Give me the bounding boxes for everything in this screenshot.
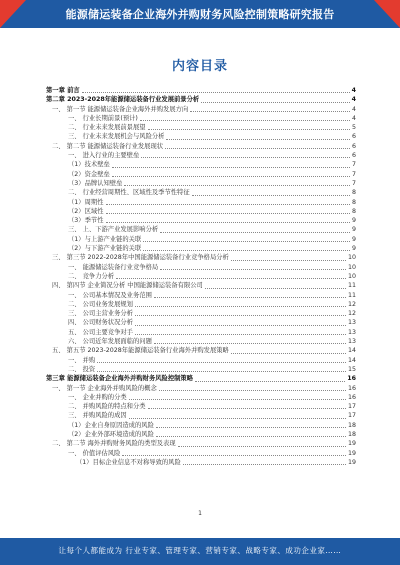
toc-entry[interactable] xyxy=(46,356,356,365)
toc-entry-page: 17 xyxy=(347,403,356,411)
toc-dot-leader xyxy=(160,232,350,233)
toc-entry-page: 13 xyxy=(347,338,356,346)
toc-entry-page: 13 xyxy=(347,328,356,336)
toc-entry[interactable] xyxy=(46,151,356,160)
toc-entry-title: （2）资金壁垒 xyxy=(68,170,110,178)
toc-entry-page: 18 xyxy=(347,430,356,438)
toc-entry-page: 19 xyxy=(347,458,356,466)
toc-entry-page: 18 xyxy=(347,421,356,429)
toc-dot-leader xyxy=(156,436,346,437)
toc-dot-leader xyxy=(135,334,346,335)
toc-entry-page: 19 xyxy=(347,440,356,448)
toc-dot-leader xyxy=(135,325,346,326)
toc-dot-leader xyxy=(112,176,350,177)
toc-entry-page: 16 xyxy=(347,375,356,383)
toc-entry-title: 二、 第二节 海外并购财务风险的类型及表现 xyxy=(52,440,176,448)
toc-entry-title: 一、 进入行业的主要壁垒 xyxy=(68,152,140,160)
toc-entry-page: 10 xyxy=(347,272,356,280)
toc-entry[interactable] xyxy=(46,411,356,420)
toc-dot-leader xyxy=(106,222,350,223)
toc-entry-page: 13 xyxy=(347,319,356,327)
toc-entry-title: 五、 公司主要竞争对手 xyxy=(68,328,133,336)
banner-right-accent xyxy=(374,0,400,28)
toc-entry-page: 15 xyxy=(347,365,356,373)
toc-entry-page: 17 xyxy=(347,412,356,420)
toc-dot-leader xyxy=(148,129,350,130)
toc-entry[interactable] xyxy=(46,123,356,132)
toc-entry[interactable] xyxy=(46,439,356,448)
toc-dot-leader xyxy=(140,120,350,121)
toc-dot-leader xyxy=(205,288,346,289)
toc-entry-title: 四、 公司财务状况分析 xyxy=(68,319,133,327)
toc-entry-title: 二、 并购风险的特点和分类 xyxy=(68,403,146,411)
toc-entry[interactable] xyxy=(46,207,356,216)
toc-dot-leader xyxy=(116,278,346,279)
toc-entry-title: 一、 第一节 企业海外并购风险的概念 xyxy=(52,384,157,392)
toc-entry-title: 二、 竞争力分析 xyxy=(68,272,115,280)
toc-entry-title: 六、 公司近年发展面临的问题 xyxy=(68,338,152,346)
toc-entry-title: 第三章 能源储运装备企业海外并购财务风险控制策略 xyxy=(46,375,194,383)
toc-entry-page: 6 xyxy=(351,152,356,160)
toc-entry[interactable] xyxy=(46,170,356,179)
toc-entry-page: 6 xyxy=(351,133,356,141)
toc-entry[interactable] xyxy=(46,393,356,402)
toc-entry-page: 4 xyxy=(351,114,356,122)
toc-entry-title: （2）企业外部环境造成的风险 xyxy=(68,430,154,438)
toc-entry-title: 二、 公司业务发展规划 xyxy=(68,300,133,308)
toc-entry-title: 一、 公司基本情况及业务范围 xyxy=(68,291,152,299)
toc-entry-title: （2）与下游产业链的关联 xyxy=(68,245,142,253)
toc-entry-title: （1）技术壁垒 xyxy=(68,161,110,169)
toc-entry-page: 11 xyxy=(347,282,356,290)
toc-entry[interactable] xyxy=(46,328,356,337)
toc-entry-page: 7 xyxy=(351,161,356,169)
toc-entry-page: 4 xyxy=(351,96,356,104)
toc-entry[interactable] xyxy=(46,449,356,458)
toc-entry-title: （2）区域性 xyxy=(68,207,104,215)
toc-entry-page: 8 xyxy=(351,207,356,215)
toc-entry[interactable] xyxy=(46,142,356,151)
toc-entry-title: 二、 投资 xyxy=(68,365,96,373)
toc-entry[interactable] xyxy=(46,114,356,123)
toc-dot-leader xyxy=(183,464,346,465)
toc-entry[interactable] xyxy=(46,281,356,290)
toc-entry-page: 5 xyxy=(351,124,356,132)
toc-dot-leader xyxy=(143,241,350,242)
toc-entry-title: 五、 第五节 2023-2028年能源储运装备行业海外并购发展策略 xyxy=(52,347,229,355)
toc-entry[interactable] xyxy=(46,253,356,262)
toc-entry-page: 16 xyxy=(347,393,356,401)
report-title: 能源储运装备企业海外并购财务风险控制策略研究报告 xyxy=(65,8,335,21)
toc-entry-page: 8 xyxy=(351,198,356,206)
toc-dot-leader xyxy=(135,315,346,316)
toc-entry-title: 一、 行业长期前景(预计) xyxy=(68,114,138,122)
toc-dot-leader xyxy=(192,195,350,196)
toc-dot-leader xyxy=(156,427,346,428)
toc-entry[interactable] xyxy=(46,458,356,467)
toc-dot-leader xyxy=(154,343,346,344)
toc-entry-title: 第一章 前言 xyxy=(46,87,80,94)
toc-dot-leader xyxy=(82,92,350,93)
toc-entry[interactable] xyxy=(46,198,356,207)
toc-entry-title: 四、 第四节 企业简况分析 中国能源储运装备有限公司 xyxy=(52,282,203,290)
toc-dot-leader xyxy=(97,362,346,363)
toc-dot-leader xyxy=(159,390,346,391)
toc-entry[interactable] xyxy=(46,225,356,234)
toc-entry-page: 7 xyxy=(351,170,356,178)
toc-entry-page: 10 xyxy=(347,263,356,271)
toc-dot-leader xyxy=(231,260,346,261)
toc-dot-leader xyxy=(106,204,350,205)
toc-entry-title: 一、 能源储运装备行业竞争格局 xyxy=(68,263,159,271)
toc-entry[interactable] xyxy=(46,132,356,141)
toc-entry[interactable] xyxy=(46,263,356,272)
toc-dot-leader xyxy=(190,111,350,112)
toc-dot-leader xyxy=(129,418,346,419)
toc-dot-leader xyxy=(135,306,346,307)
toc-entry-title: 二、 第二节 能源储运装备行业发展现状 xyxy=(52,142,164,150)
toc-entry[interactable] xyxy=(46,374,356,383)
toc-entry[interactable] xyxy=(46,216,356,225)
toc-entry[interactable] xyxy=(46,421,356,430)
toc-dot-leader xyxy=(148,408,346,409)
toc-dot-leader xyxy=(97,371,346,372)
table-of-contents xyxy=(46,86,356,467)
toc-entry-page: 14 xyxy=(347,347,356,355)
toc-dot-leader xyxy=(141,157,350,158)
toc-dot-leader xyxy=(124,185,350,186)
toc-entry-title: 二、 行业经营周期性、区域性及季节性特征 xyxy=(68,189,190,197)
toc-entry[interactable] xyxy=(46,160,356,169)
toc-entry-title: 三、 上、下游产业发展影响分析 xyxy=(68,226,159,234)
toc-entry[interactable] xyxy=(46,346,356,355)
toc-entry-title: （1）目标企业信息不对称导致的风险 xyxy=(76,458,181,466)
toc-entry[interactable] xyxy=(46,179,356,188)
toc-entry[interactable] xyxy=(46,337,356,346)
toc-entry-page: 12 xyxy=(347,300,356,308)
toc-entry-title: （1）与上游产业链的关联 xyxy=(68,235,142,243)
toc-dot-leader xyxy=(166,139,350,140)
toc-dot-leader xyxy=(112,167,350,168)
toc-entry[interactable] xyxy=(46,300,356,309)
toc-entry-page: 9 xyxy=(351,226,356,234)
toc-entry[interactable] xyxy=(46,365,356,374)
toc-entry[interactable] xyxy=(46,235,356,244)
toc-entry-title: 第二章 2023-2028年能源储运装备行业发展前景分析 xyxy=(46,96,200,104)
toc-entry-title: 一、 第一节 能源储运装备企业海外并购发展方向 xyxy=(52,105,189,113)
toc-dot-leader xyxy=(231,353,346,354)
bottom-slogan: 让每个人都能成为 行业专家、管理专家、营销专家、战略专家、成功企业家…… xyxy=(58,546,342,555)
toc-entry-title: （3）品牌认知壁垒 xyxy=(68,179,123,187)
toc-entry-page: 10 xyxy=(347,254,356,262)
toc-entry-page: 4 xyxy=(351,87,356,94)
toc-entry-title: （1）周期性 xyxy=(68,198,104,206)
toc-dot-leader xyxy=(129,399,346,400)
toc-entry-title: 三、 第三节 2022-2028年中国能源储运装备行业竞争格局分析 xyxy=(52,254,229,262)
toc-entry-page: 4 xyxy=(351,105,356,113)
toc-dot-leader xyxy=(143,250,350,251)
toc-entry-page: 12 xyxy=(347,310,356,318)
page-number: 1 xyxy=(198,510,202,517)
toc-entry-title: （1）企业自身原因造成的风险 xyxy=(68,421,154,429)
toc-entry[interactable] xyxy=(46,188,356,197)
toc-entry-page: 14 xyxy=(347,356,356,364)
toc-entry[interactable] xyxy=(46,318,356,327)
toc-entry-page: 6 xyxy=(351,142,356,150)
toc-dot-leader xyxy=(178,446,346,447)
toc-entry-title: 三、 公司主营业务分析 xyxy=(68,310,133,318)
toc-entry[interactable] xyxy=(46,309,356,318)
toc-dot-leader xyxy=(165,148,350,149)
toc-dot-leader xyxy=(154,297,346,298)
toc-entry-title: （3）季节性 xyxy=(68,217,104,225)
banner-left-accent xyxy=(0,0,26,28)
toc-entry-title: 三、 行业未来发展机会与风险分析 xyxy=(68,133,165,141)
toc-dot-leader xyxy=(201,102,349,103)
toc-entry-page: 8 xyxy=(351,189,356,197)
toc-entry-title: 三、 并购风险的成因 xyxy=(68,412,127,420)
toc-entry[interactable] xyxy=(46,244,356,253)
toc-entry[interactable] xyxy=(46,402,356,411)
toc-entry-title: 一、 价值评估风险 xyxy=(68,449,121,457)
toc-entry-title: 二、 行业未来发展前景展望 xyxy=(68,124,146,132)
toc-entry-page: 11 xyxy=(347,291,356,299)
toc-dot-leader xyxy=(122,455,346,456)
toc-dot-leader xyxy=(195,381,345,382)
toc-entry-page: 9 xyxy=(351,217,356,225)
toc-entry-page: 19 xyxy=(347,449,356,457)
toc-entry-page: 7 xyxy=(351,179,356,187)
toc-entry-page: 9 xyxy=(351,235,356,243)
toc-entry-title: 一、 企业并购的分类 xyxy=(68,393,127,401)
toc-entry-page: 9 xyxy=(351,245,356,253)
toc-entry[interactable] xyxy=(46,430,356,439)
toc-entry[interactable] xyxy=(46,95,356,104)
toc-entry[interactable] xyxy=(46,272,356,281)
toc-entry[interactable] xyxy=(46,105,356,114)
toc-entry-title: 一、 并购 xyxy=(68,356,96,364)
toc-entry[interactable] xyxy=(46,291,356,300)
toc-dot-leader xyxy=(106,213,350,214)
toc-entry-page: 16 xyxy=(347,384,356,392)
toc-entry[interactable] xyxy=(46,86,356,95)
toc-dot-leader xyxy=(160,269,346,270)
toc-heading: 内容目录 xyxy=(171,59,228,74)
toc-entry[interactable] xyxy=(46,384,356,393)
